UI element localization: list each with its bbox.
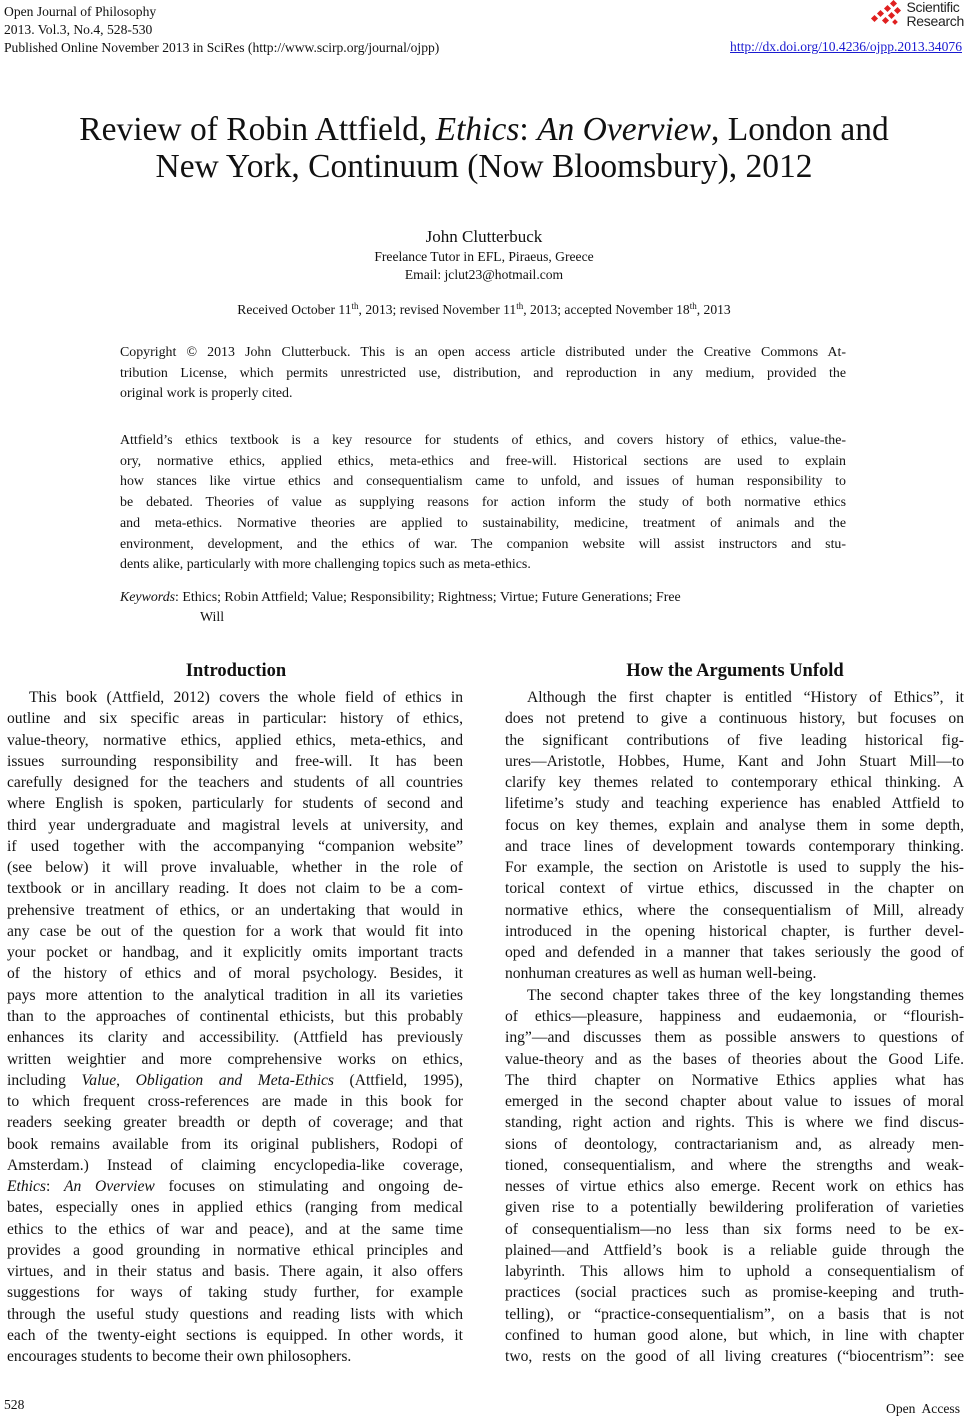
text-line: and trace lines of development towards contemporary thinking.: [505, 837, 964, 855]
text-line: through the useful study questions and reading lists with which: [7, 1305, 463, 1323]
text-segment: Received October 11: [237, 302, 352, 317]
text-line: any case be out of the question for a work that would fit into: [7, 922, 463, 940]
doi-link[interactable]: http://dx.doi.org/10.4236/ojpp.2013.34076: [730, 39, 962, 54]
text-line: enhances its clarity and accessibility. (Attfield has previously: [7, 1029, 463, 1047]
publisher-logo: [869, 0, 964, 28]
text-line: ing”—and discusses them as possible answers to questions of: [505, 1029, 964, 1047]
text-line: value-theory, normative ethics, applied ethics, meta-ethics, and: [7, 731, 463, 749]
text-segment: focuses on stimulating and ongoing de-: [154, 1178, 464, 1196]
text-line: [7, 1070, 463, 1091]
logo-text-line1: Scientific: [906, 0, 960, 15]
text-line: telling), or “practice-consequentialism”, on a basis that is not: [505, 1305, 964, 1323]
article-title-line1: [0, 111, 968, 148]
text-segment: including: [7, 1071, 82, 1089]
text-line: dents alike, particularly with more challenging topics such as meta-ethics.: [120, 557, 531, 573]
author-name: John Clutterbuck: [425, 227, 543, 246]
text-segment: th: [689, 301, 697, 311]
logo-text-line2: Research: [906, 13, 964, 29]
text-line: clarify key themes related to contemporary ethical thinking. A: [505, 774, 964, 792]
text-line: readers seeking greater breadth or depth of coverage; and that: [7, 1114, 463, 1132]
text-line: ory, normative ethics, applied ethics, meta-ethics and free-will. Historical sections are used to explain: [120, 453, 846, 469]
text-segment: , 2013: [696, 302, 731, 317]
text-line: of consequentialism—no less than six forms need to be ex-: [505, 1220, 964, 1238]
text-line: does not pretend to give a continuous history, but focuses on: [505, 710, 964, 728]
text-line: environment, development, and the ethics of war. The companion website will assist instructors and stu-: [120, 536, 846, 552]
journal-volume: 2013. Vol.3, No.4, 528-530: [4, 22, 153, 37]
text-line: oped and defended in a manner that takes seriously the good of: [505, 944, 964, 962]
text-line: if used together with the accompanying “companion website”: [7, 837, 463, 855]
text-line: sions of deontology, contractarianism and, as already men-: [505, 1135, 964, 1153]
text-line: provides a good grounding in normative ethical principles and: [7, 1241, 463, 1259]
text-line: be debated. Theories of value as supplying reasons for action inform the study of both normative ethics: [120, 495, 846, 511]
text-line: Although the first chapter is entitled “History of Ethics”, it: [527, 689, 964, 706]
text-line: virtues, and in their status and basis. There again, it also offers: [7, 1263, 463, 1281]
text-line: emerged in the second chapter about value to issues of moral: [505, 1093, 964, 1111]
section-heading-introduction: Introduction: [185, 661, 287, 681]
paragraph: [505, 687, 964, 985]
text-line: Amsterdam.) Instead of claiming encyclopedia-like coverage,: [7, 1156, 463, 1174]
text-line: ures—Aristotle, Hobbes, Hume, Kant and John Stuart Mill—to: [505, 752, 964, 770]
text-line: where English is spoken, particularly for students of second and: [7, 795, 463, 813]
title-text: :: [519, 111, 538, 148]
text-segment: :: [45, 1178, 65, 1196]
text-line: practices (social practices such as promise-keeping and truth-: [505, 1284, 964, 1302]
text-segment: th: [351, 301, 359, 311]
text-line: pays more attention to the analytical tradition in all its varieties: [7, 986, 463, 1004]
journal-name: Open Journal of Philosophy: [4, 4, 157, 19]
text-line: torical context of virtue ethics, discussed in the chapter on: [505, 880, 964, 898]
text-line: two, rests on the good of all living creatures (“biocentrism”: see: [505, 1348, 964, 1366]
text-line: The third chapter on Normative Ethics applies what has: [505, 1071, 964, 1089]
text-line: The second chapter takes three of the key longstanding themes: [527, 986, 964, 1004]
keywords: [120, 588, 681, 628]
text-line: of ethics—pleasure, happiness and eudaemonia, or “flourish-: [505, 1007, 964, 1025]
abstract: [120, 431, 846, 576]
section-heading-arguments: How the Arguments Unfold: [626, 661, 844, 681]
text-line: focus on key themes, explain and analyse them in some depth,: [505, 816, 964, 834]
text-line: given rise to a potentially bewildering proliferation of varieties: [505, 1199, 964, 1217]
text-line: nesses of virtue ethics also emerge. Recent work on ethics has: [505, 1178, 964, 1196]
text-segment: th: [516, 301, 524, 311]
text-line: lifetime’s study and teaching experience has enabled Attfield to: [505, 795, 964, 813]
author-email: Email: jclut23@hotmail.com: [404, 267, 564, 282]
paragraph: [505, 985, 964, 1368]
text-line: introduced in the opening historical chapter, is further devel-: [505, 922, 964, 940]
diamond-cluster-icon: [869, 0, 903, 28]
text-line: prehensive treatment of ethics, or an undertaking that would in: [7, 901, 463, 919]
text-line: nonhuman creatures as well as human well-being.: [505, 965, 817, 983]
text-line: Copyright © 2013 John Clutterbuck. This is an open access article distributed under the Creative Commons At-: [120, 345, 846, 360]
text-line: textbook or in ancillary reading. It does not claim to be a com-: [7, 880, 463, 898]
text-line: ethics to the ethics of war and peace), and at the same time: [7, 1220, 463, 1238]
text-segment: , 2013; accepted November 18: [523, 302, 690, 317]
text-line: plained—and Attfield’s book is a reliable guide through the: [505, 1241, 964, 1259]
text-line: Attfield’s ethics textbook is a key resource for students of ethics, and covers history of ethics, value-the-: [120, 433, 846, 448]
text-line: each of the twenty-eight sections is equipped. In other words, it: [7, 1326, 463, 1344]
text-line: issues surrounding responsibility and free-will. It has been: [7, 752, 463, 770]
text-line: [7, 1176, 463, 1197]
title-text: Review of Robin Attfield,: [79, 111, 436, 148]
text-segment: An Overview: [64, 1178, 155, 1196]
publication-info: Published Online November 2013 in SciRes (http://www.scirp.org/journal/ojpp): [4, 40, 440, 55]
text-line: bates, especially ones in applied ethics (ranging from medical: [7, 1199, 463, 1217]
paragraph: [7, 687, 463, 1368]
title-italic: Ethics: [435, 111, 520, 148]
text-line: than to the approaches of continental ethicists, but this probably: [7, 1007, 463, 1025]
text-line: normative ethics, where the consequentialism of Mill, already: [505, 901, 964, 919]
text-line: tribution License, which permits unrestricted use, distribution, and reproduction in any medium, provided the: [120, 365, 846, 381]
text-line: original work is properly cited.: [120, 386, 293, 402]
text-line: to which frequent cross-references are made in this book for: [7, 1093, 463, 1111]
article-title-line2: New York, Continuum (Now Bloomsbury), 2012: [155, 148, 813, 185]
text-segment: (Attfield, 1995),: [333, 1071, 463, 1089]
text-line: value-theory and as the bases of theories about the Good Life.: [505, 1050, 964, 1068]
text-line: the significant contributions of five leading historical fig-: [505, 731, 964, 749]
received-dates: [0, 302, 968, 318]
text-line: confined to human good alone, but which, in line with chapter: [505, 1326, 964, 1344]
text-line: For example, the section on Aristotle is used to supply the his-: [505, 859, 964, 877]
text-line: of the history of ethics and of moral psychology. Besides, it: [7, 965, 463, 983]
text-line: and meta-ethics. Normative theories are applied to sustainability, medicine, treatment of animals and the: [120, 515, 846, 531]
keywords-continuation: Will: [200, 610, 225, 625]
text-segment: ,: [116, 1071, 136, 1089]
author-affiliation: Freelance Tutor in EFL, Piraeus, Greece: [374, 249, 594, 264]
open-access-label: Open Access: [886, 1401, 960, 1416]
text-line: tioned, consequentialism, and where the strengths and weak-: [505, 1156, 964, 1174]
text-line: outline and six specific areas in particular: history of ethics,: [7, 710, 463, 728]
text-segment: Ethics: [7, 1178, 46, 1196]
title-text: , London and: [711, 111, 889, 148]
text-line: third year undergraduate and magistral levels at university, and: [7, 816, 463, 834]
copyright-notice: [120, 343, 846, 405]
text-line: suggestions for ways of taking study further, for example: [7, 1284, 463, 1302]
text-line: encourages students to become their own philosophers.: [7, 1348, 352, 1366]
page-number: 528: [4, 1397, 25, 1412]
text-line: book remains available from its original publishers, Rodopi of: [7, 1135, 463, 1153]
text-line: carefully designed for the teachers and students of all countries: [7, 774, 463, 792]
text-segment: Value: [81, 1071, 117, 1089]
text-segment: , 2013; revised November 11: [358, 302, 517, 317]
title-italic: An Overview: [537, 111, 712, 148]
left-column: [7, 687, 463, 1368]
text-line: standing, right action and rights. This is where we find discus-: [505, 1114, 964, 1132]
text-line: (see below) it will prove invaluable, whether in the role of: [7, 859, 463, 877]
keywords-label: Keywords: [120, 590, 176, 605]
text-line: This book (Attfield, 2012) covers the whole field of ethics in: [29, 689, 463, 706]
text-line: your pocket or handbag, and it explicitly omits important tracts: [7, 944, 463, 962]
right-column: [505, 687, 964, 1368]
text-segment: Obligation and Meta-Ethics: [135, 1071, 334, 1089]
keywords-text: : Ethics; Robin Attfield; Value; Responsibility; Rightness; Virtue; Future Generations; Free: [175, 590, 681, 605]
text-line: written weightier and more comprehensive works on ethics,: [7, 1050, 463, 1068]
text-line: how stances like virtue ethics and consequentialism came to unfold, and issues of human responsibility to: [120, 474, 846, 490]
text-line: labyrinth. This allows him to uphold a consequentialism of: [505, 1263, 964, 1281]
